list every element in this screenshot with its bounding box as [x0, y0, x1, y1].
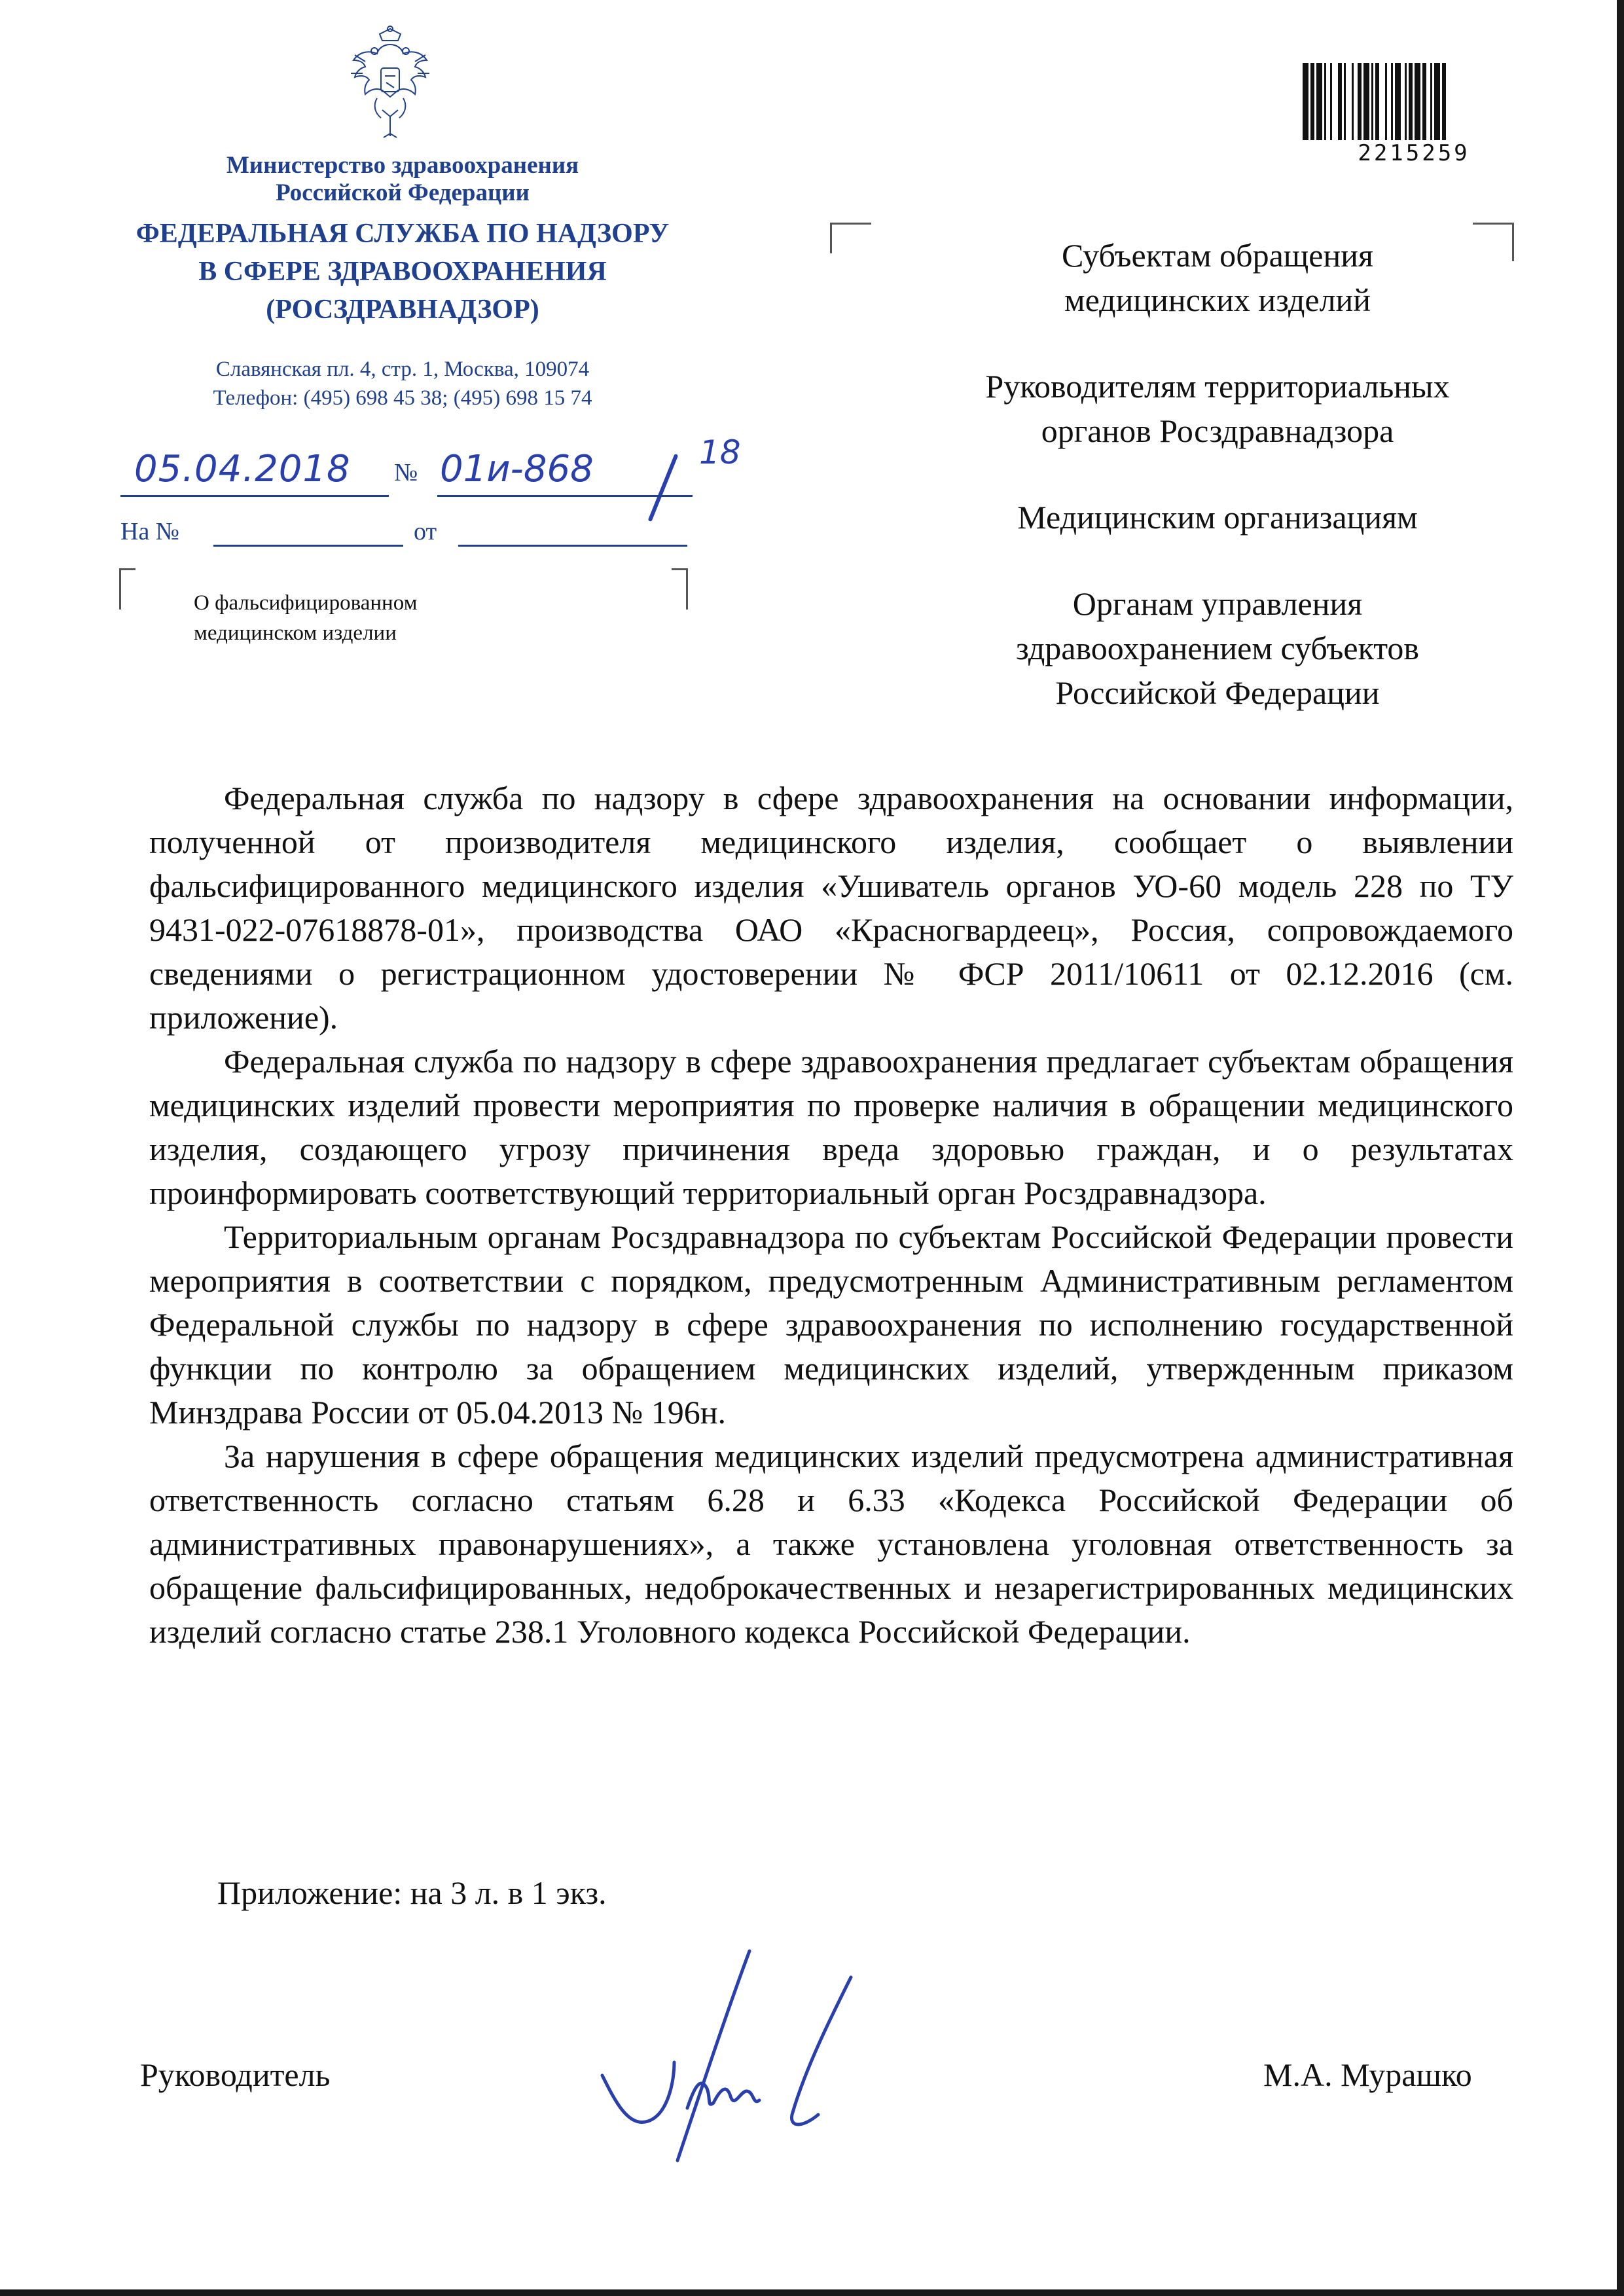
- body-paragraph: Территориальным органам Росздравнадзора по субъектам Российской Федерации провести мероприятия в соответствии с порядком, предусмотренным Административным регламентом Федеральной службы по надзору в сфере здравоохранения по исполнению государственной функции по контролю за обращением медицинских изделий, утвержденным приказом Минздрава России от 05.04.2013 № 196н.: [149, 1218, 1513, 1430]
- subject-bracket-left: [119, 568, 135, 610]
- ministry-name-line2: Российской Федерации: [276, 179, 530, 206]
- barcode-bar: [1338, 63, 1342, 140]
- addressee-line: медицинских изделий: [1064, 282, 1371, 318]
- addressee-line: Субъектам обращения: [1062, 237, 1373, 274]
- barcode-bar: [1430, 63, 1432, 140]
- barcode-bar: [1385, 63, 1387, 140]
- addressee-line: Российской Федерации: [1055, 674, 1380, 711]
- reference-from-label: от: [414, 518, 437, 545]
- agency-name-line1: ФЕДЕРАЛЬНАЯ СЛУЖБА ПО НАДЗОРУ: [135, 219, 670, 249]
- number-underline: [437, 495, 693, 497]
- agency-address: [98, 355, 707, 412]
- agency-name: [65, 215, 740, 329]
- barcode-bar: [1344, 63, 1346, 140]
- barcode-bar: [1303, 63, 1308, 140]
- registration-year-suffix: 18: [699, 433, 741, 471]
- addressee-line: здравоохранением субъектов: [1015, 630, 1420, 666]
- reference-number-blank: [213, 545, 403, 547]
- letter-body: [149, 776, 1513, 1654]
- registration-number: 01и-868: [440, 448, 594, 490]
- addressee-item: [864, 581, 1571, 715]
- reference-number-label: На №: [120, 518, 180, 545]
- handwritten-signature: [589, 1938, 903, 2180]
- subject-bracket-right: [672, 568, 688, 610]
- barcode-bar: [1442, 63, 1446, 140]
- barcode-bar: [1395, 63, 1401, 140]
- barcode-bar: [1352, 63, 1354, 140]
- barcode-bar: [1409, 63, 1413, 140]
- ministry-name: [124, 152, 681, 207]
- agency-name-line3: (РОСЗДРАВНАДЗОР): [266, 295, 539, 325]
- appendix-note: Приложение: на 3 л. в 1 экз.: [217, 1874, 607, 1911]
- body-paragraph: Федеральная служба по надзору в сфере здравоохранения на основании информации, полученной от производителя медицинского изделия, сообщает о выявлении фальсифицированного медицинского изделия «Ушиватель органов УО-60 модель 228 по ТУ 9431-022-07618878-01», производства ОАО «Красногвардеец», Россия, сопровождаемого сведениями о регистрационном удостоверении № ФСР 2011/10611 от 02.12.2016 (см. приложение).: [149, 780, 1513, 1036]
- barcode-bar: [1405, 63, 1407, 140]
- barcode-bar: [1422, 63, 1426, 140]
- barcode-bar: [1415, 63, 1420, 140]
- barcode-bar: [1391, 63, 1393, 140]
- coat-of-arms-emblem: [346, 25, 435, 144]
- addressee-line: органов Росздравнадзора: [1041, 412, 1394, 449]
- subject-line1: О фальсифицированном: [194, 591, 418, 615]
- ministry-name-line1: Министерство здравоохранения: [226, 152, 579, 179]
- addressee-block: [864, 233, 1571, 757]
- scan-edge-right: [1617, 0, 1624, 2296]
- addressee-item: [864, 495, 1571, 539]
- barcode-bar: [1434, 63, 1440, 140]
- barcode-bar: [1324, 63, 1326, 140]
- scan-edge-bottom: [0, 2289, 1624, 2296]
- barcode-bar: [1375, 63, 1379, 140]
- body-paragraph: За нарушения в сфере обращения медицинских изделий предусмотрена административная ответственность согласно статьям 6.28 и 6.33 «Кодекса Российской Федерации об административных правонарушениях», а также установлена уголовная ответственность за обращение фальсифицированных, недоброкачественных и незарегистрированных медицинских изделий согласно статье 238.1 Уголовного кодекса Российской Федерации.: [149, 1438, 1513, 1650]
- registration-number-label: №: [394, 459, 418, 486]
- addressee-line: Органам управления: [1072, 585, 1363, 622]
- addressee-item: [864, 233, 1571, 322]
- registration-date: 05.04.2018: [134, 448, 351, 490]
- reference-date-blank: [458, 545, 687, 547]
- postal-address: Славянская пл. 4, стр. 1, Москва, 109074: [215, 357, 590, 381]
- barcode: [1303, 63, 1499, 140]
- barcode-bar: [1310, 63, 1314, 140]
- barcode-bar: [1358, 63, 1362, 140]
- addressee-line: Руководителям территориальных: [985, 368, 1450, 405]
- barcode-bar: [1316, 63, 1322, 140]
- signatory-name: М.А. Мурашко: [1263, 2056, 1472, 2093]
- barcode-bar: [1330, 63, 1332, 140]
- barcode-bar: [1371, 63, 1373, 140]
- barcode-bar: [1363, 63, 1369, 140]
- body-paragraph: Федеральная служба по надзору в сфере здравоохранения предлагает субъектам обращения медицинских изделий провести мероприятия по проверке наличия в обращении медицинского изделия, создающего угрозу причинения вреда здоровью граждан, и о результатах проинформировать соответствующий территориальный орган Росздравнадзора.: [149, 1043, 1513, 1211]
- agency-name-line2: В СФЕРЕ ЗДРАВООХРАНЕНИЯ: [198, 257, 607, 287]
- barcode-number: 2215259: [1358, 140, 1470, 166]
- registration-slash-mark: [648, 454, 679, 522]
- phone-numbers: Телефон: (495) 698 45 38; (495) 698 15 74: [213, 386, 592, 410]
- addressee-item: [864, 364, 1571, 453]
- signatory-title: Руководитель: [140, 2056, 331, 2093]
- date-underline: [120, 495, 389, 497]
- addressee-line: Медицинским организациям: [1017, 499, 1418, 536]
- letter-subject: [194, 588, 488, 648]
- subject-line2: медицинском изделии: [194, 621, 397, 645]
